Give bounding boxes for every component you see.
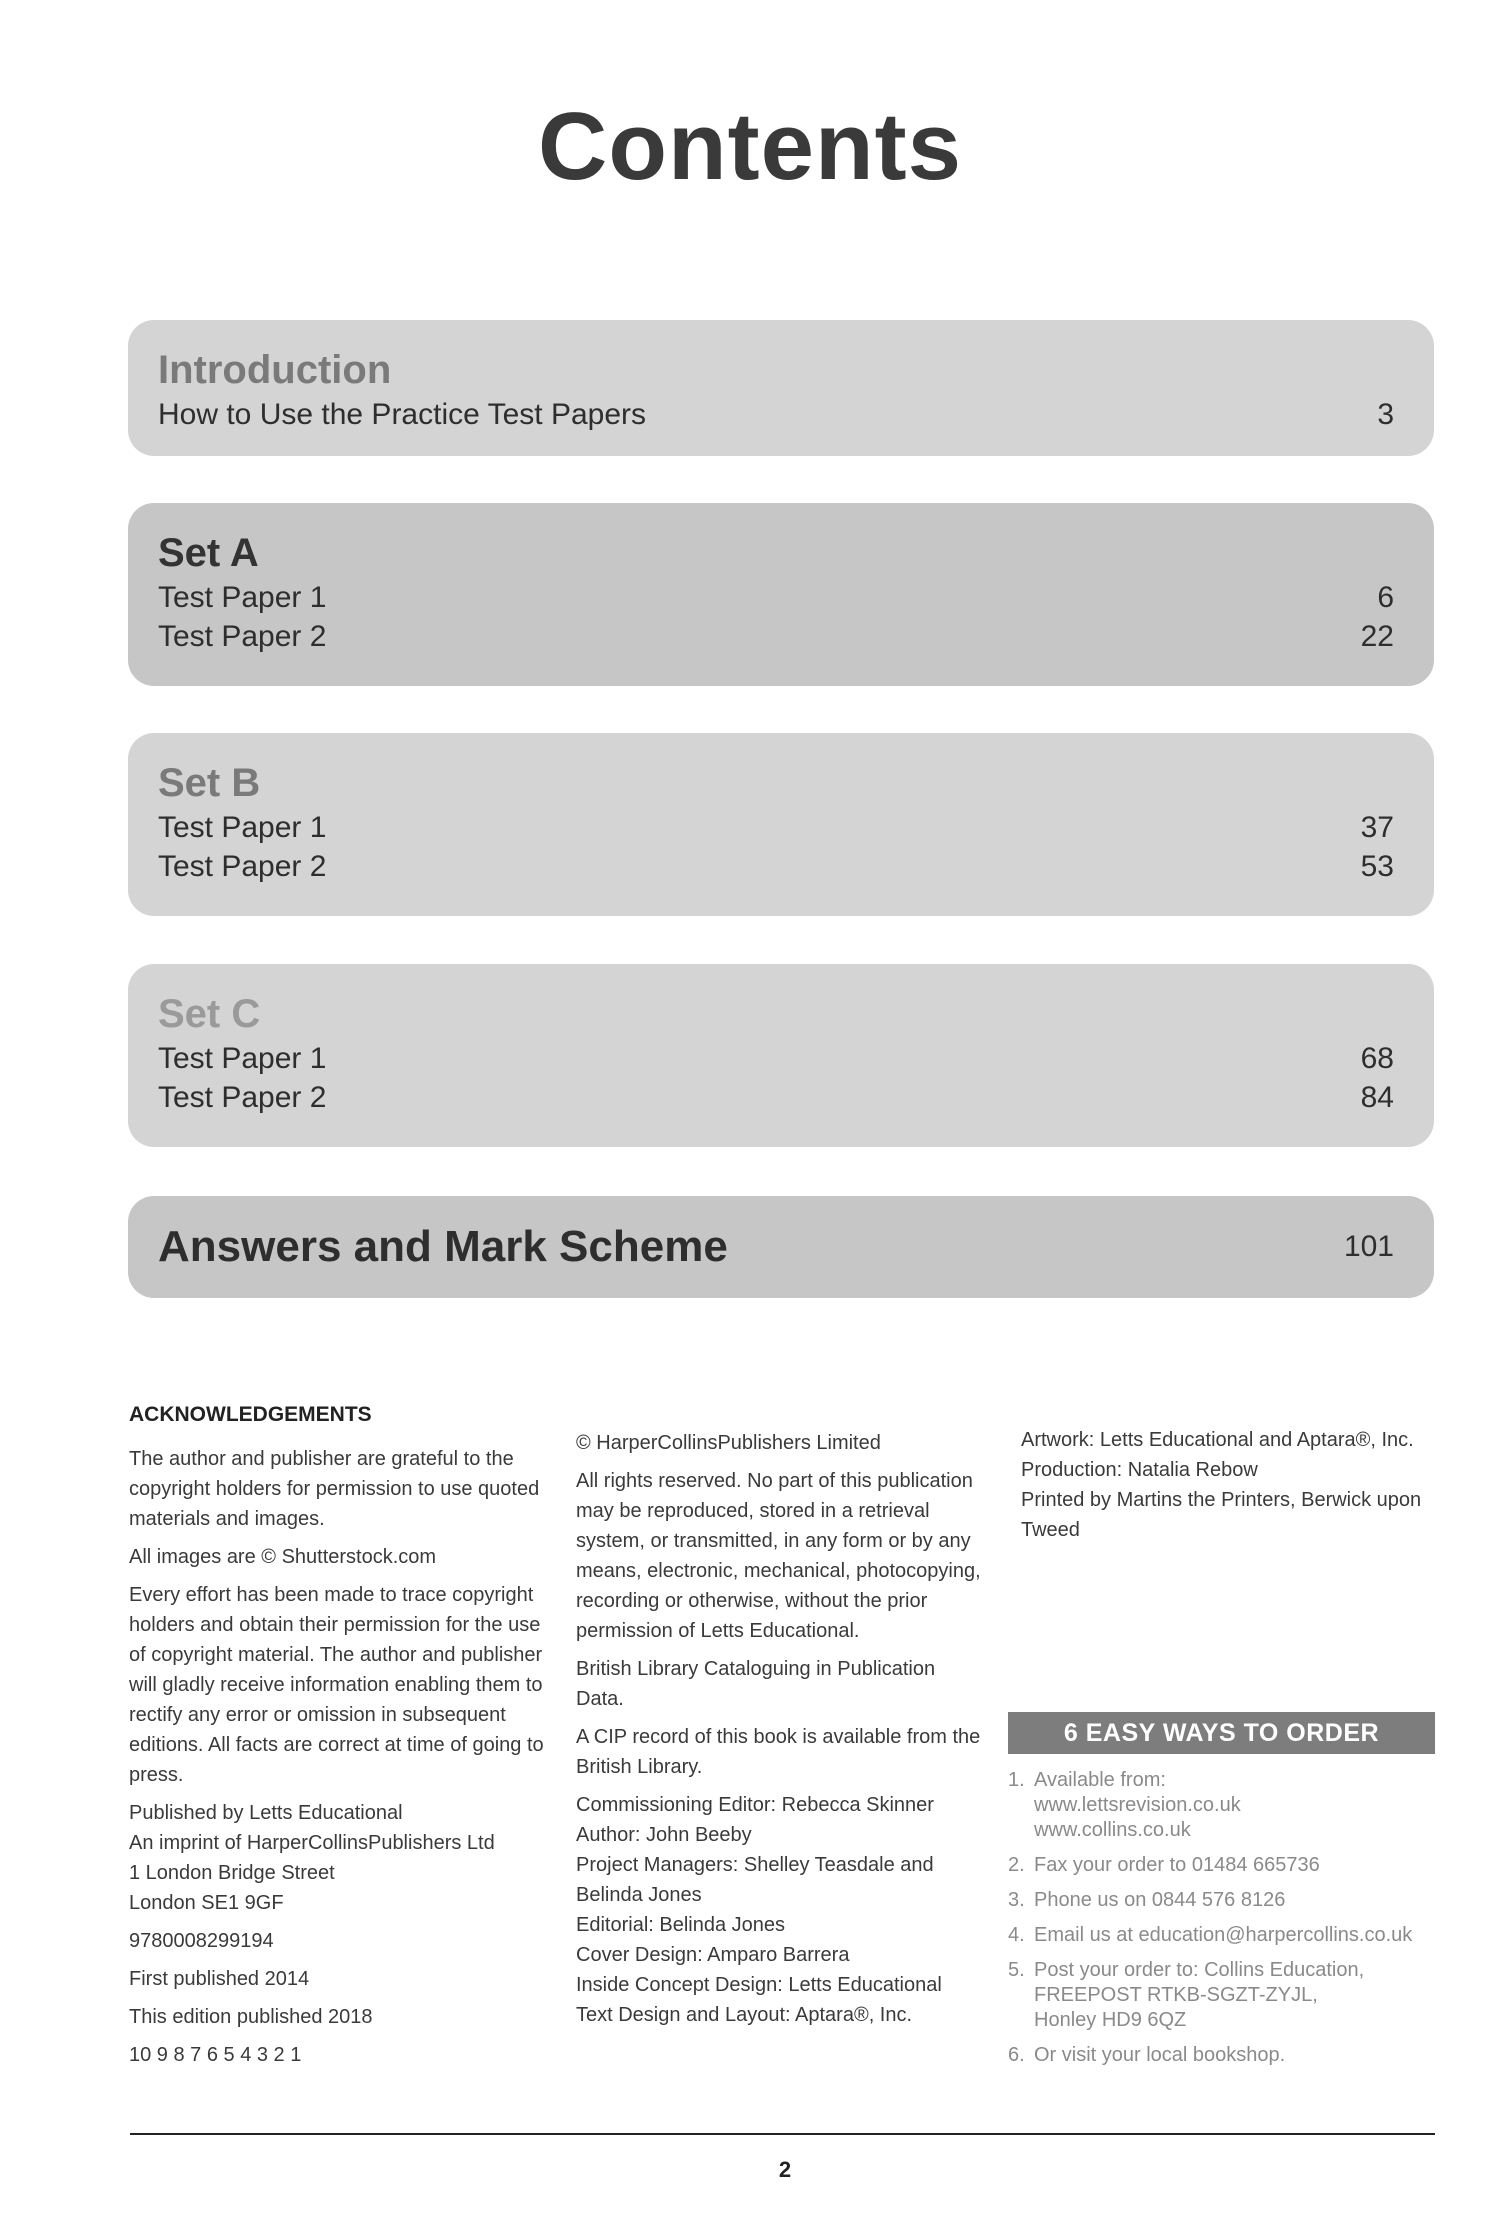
order-item-text: Or visit your local bookshop. bbox=[1034, 2044, 1286, 2066]
toc-row[interactable] bbox=[158, 578, 1394, 617]
toc-row[interactable] bbox=[158, 1039, 1394, 1078]
order-item-number: 3. bbox=[1008, 1889, 1025, 1911]
address-line: An imprint of HarperCollinsPublishers Ltd bbox=[129, 1832, 495, 1854]
order-banner: 6 EASY WAYS TO ORDER bbox=[1008, 1712, 1435, 1754]
toc-row-label: How to Use the Practice Test Papers bbox=[158, 398, 646, 431]
order-item-number: 6. bbox=[1008, 2044, 1025, 2066]
section-heading-introduction: Introduction bbox=[158, 348, 392, 392]
toc-section-set-a bbox=[128, 503, 1434, 686]
toc-row[interactable] bbox=[158, 1078, 1394, 1117]
order-item-text: Available from: bbox=[1034, 1769, 1166, 1791]
order-item-link[interactable]: www.lettsrevision.co.uk bbox=[1034, 1794, 1241, 1816]
address-line: Published by Letts Educational bbox=[129, 1802, 403, 1824]
toc-row[interactable] bbox=[158, 847, 1394, 886]
order-item-text: FREEPOST RTKB-SGZT-ZYJL, bbox=[1034, 1984, 1318, 2006]
toc-row-page: 84 bbox=[1360, 1081, 1394, 1114]
order-item-number: 1. bbox=[1008, 1769, 1025, 1791]
section-heading-set-c: Set C bbox=[158, 992, 261, 1036]
acknowledgements-column bbox=[129, 1400, 549, 2078]
print-line: 10 9 8 7 6 5 4 3 2 1 bbox=[129, 2044, 302, 2066]
acknowledgements-text: All images are © Shutterstock.com bbox=[129, 1546, 437, 1568]
order-list bbox=[1008, 1768, 1448, 2078]
toc-row-page: 22 bbox=[1360, 620, 1394, 653]
section-heading-set-b: Set B bbox=[158, 761, 261, 805]
toc-section-answers[interactable] bbox=[128, 1196, 1434, 1298]
credit-line: Project Managers: Shelley Teasdale and Belinda Jones bbox=[576, 1854, 934, 1906]
order-item-number: 4. bbox=[1008, 1924, 1025, 1946]
order-item-text[interactable]: Email us at education@harpercollins.co.uk bbox=[1034, 1924, 1413, 1946]
credit-line: Inside Concept Design: Letts Educational bbox=[576, 1974, 942, 1996]
order-item-text: Fax your order to 01484 665736 bbox=[1034, 1854, 1320, 1876]
toc-row[interactable] bbox=[158, 617, 1394, 656]
order-item-number: 2. bbox=[1008, 1854, 1025, 1876]
credit-line: Editorial: Belinda Jones bbox=[576, 1914, 786, 1936]
toc-row-label: Test Paper 1 bbox=[158, 811, 327, 844]
isbn: 9780008299194 bbox=[129, 1930, 274, 1952]
toc-row-label: Test Paper 2 bbox=[158, 1081, 327, 1114]
toc-row-page: 3 bbox=[1377, 398, 1394, 431]
order-item bbox=[1008, 1768, 1448, 1843]
toc-row-page: 68 bbox=[1360, 1042, 1394, 1075]
production-line: Artwork: Letts Educational and Aptara®, Inc. bbox=[1021, 1429, 1414, 1451]
order-item-link[interactable]: www.collins.co.uk bbox=[1034, 1819, 1191, 1841]
order-item-text: Honley HD9 6QZ bbox=[1034, 2009, 1187, 2031]
toc-row-page: 6 bbox=[1377, 581, 1394, 614]
rights-text: A CIP record of this book is available from the British Library. bbox=[576, 1726, 981, 1778]
credit-line: Commissioning Editor: Rebecca Skinner bbox=[576, 1794, 934, 1816]
order-item-text: Post your order to: Collins Education, bbox=[1034, 1959, 1365, 1981]
copyright-notice: © HarperCollinsPublishers Limited bbox=[576, 1432, 881, 1454]
production-column bbox=[1021, 1425, 1441, 1545]
address-line: London SE1 9GF bbox=[129, 1892, 284, 1914]
toc-section-set-c bbox=[128, 964, 1434, 1147]
order-item bbox=[1008, 2043, 1448, 2068]
section-heading-set-a: Set A bbox=[158, 531, 259, 575]
toc-row-page: 37 bbox=[1360, 811, 1394, 844]
toc-row-label: Test Paper 1 bbox=[158, 581, 327, 614]
acknowledgements-heading: ACKNOWLEDGEMENTS bbox=[129, 1403, 372, 1426]
section-heading-answers: Answers and Mark Scheme bbox=[158, 1222, 728, 1271]
page-number: 2 bbox=[778, 2157, 792, 2182]
edition: This edition published 2018 bbox=[129, 2006, 373, 2028]
toc-row[interactable] bbox=[158, 808, 1394, 847]
rights-text: British Library Cataloguing in Publication Data. bbox=[576, 1658, 936, 1710]
address-line: 1 London Bridge Street bbox=[129, 1862, 335, 1884]
order-item bbox=[1008, 1853, 1448, 1878]
credit-line: Author: John Beeby bbox=[576, 1824, 752, 1846]
credits-list bbox=[576, 1790, 986, 2030]
toc-section-introduction bbox=[128, 320, 1434, 456]
rights-column bbox=[576, 1428, 986, 2038]
toc-row-label: Test Paper 1 bbox=[158, 1042, 327, 1075]
toc-row[interactable] bbox=[158, 395, 1394, 434]
page-title: Contents bbox=[538, 93, 962, 200]
rights-text: All rights reserved. No part of this publication may be reproduced, stored in a retrieval system, or transmitted, in any form or by any means, electronic, mechanical, photocopying, recording or otherwise, without the prior permission of Letts Educational. bbox=[576, 1470, 981, 1642]
toc-section-set-b bbox=[128, 733, 1434, 916]
credit-line: Text Design and Layout: Aptara®, Inc. bbox=[576, 2004, 913, 2026]
toc-row-label: Test Paper 2 bbox=[158, 620, 327, 653]
production-line: Printed by Martins the Printers, Berwick upon Tweed bbox=[1021, 1489, 1422, 1541]
production-line: Production: Natalia Rebow bbox=[1021, 1459, 1258, 1481]
first-published: First published 2014 bbox=[129, 1968, 310, 1990]
order-item-number: 5. bbox=[1008, 1959, 1025, 1981]
toc-row-page: 53 bbox=[1360, 850, 1394, 883]
acknowledgements-text: The author and publisher are grateful to the copyright holders for permission to use quoted materials and images. bbox=[129, 1448, 540, 1530]
publisher-address bbox=[129, 1798, 549, 1918]
order-item bbox=[1008, 1958, 1448, 2033]
acknowledgements-text: Every effort has been made to trace copyright holders and obtain their permission for the use of copyright material. The author and publisher will gladly receive information enabling them to rectify any error or omission in subsequent editions. All facts are correct at time of going to press. bbox=[129, 1584, 544, 1786]
toc-row-page: 101 bbox=[1343, 1230, 1394, 1263]
order-item-text: Phone us on 0844 576 8126 bbox=[1034, 1889, 1286, 1911]
credit-line: Cover Design: Amparo Barrera bbox=[576, 1944, 850, 1966]
footer-rule bbox=[130, 2133, 1435, 2135]
order-item bbox=[1008, 1888, 1448, 1913]
order-item bbox=[1008, 1923, 1448, 1948]
toc-row-label: Test Paper 2 bbox=[158, 850, 327, 883]
